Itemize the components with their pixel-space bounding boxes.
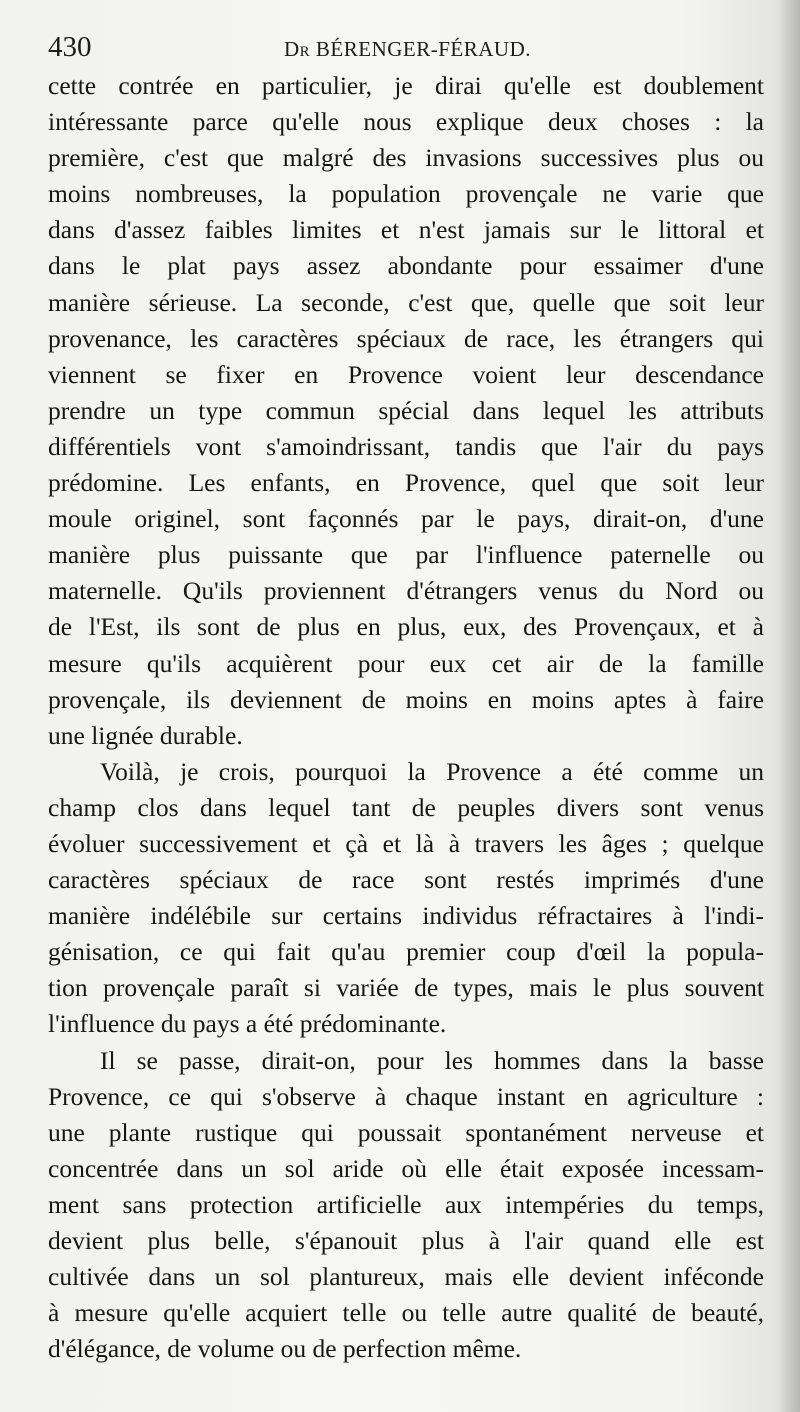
text-line: ment sans protection artificielle aux intempéries du temps, <box>48 1189 764 1219</box>
text-line: caractères spéciaux de race sont restés imprimés d'une <box>48 865 764 895</box>
paragraph <box>48 1043 764 1368</box>
text-line: tion provençale paraît si variée de types, mais le plus souvent <box>48 973 764 1003</box>
text-line: Provence, ce qui s'observe à chaque instant en agriculture : <box>48 1081 764 1111</box>
text-line: l'influence du pays a été prédominante. <box>48 1009 447 1039</box>
text-line: maternelle. Qu'ils proviennent d'étrangers venus du Nord ou <box>48 576 764 606</box>
text-line: prédomine. Les enfants, en Provence, quel que soit leur <box>48 468 764 498</box>
text-line: intéressante parce qu'elle nous explique deux choses : la <box>48 107 764 137</box>
body-text <box>48 68 764 1367</box>
paragraph <box>48 754 764 1043</box>
text-line: Il se passe, dirait-on, pour les hommes dans la basse <box>100 1045 764 1075</box>
text-line: différentiels vont s'amoindrissant, tandis que l'air du pays <box>48 431 764 461</box>
text-line: Voilà, je crois, pourquoi la Provence a été comme un <box>100 756 764 786</box>
text-line: cultivée dans un sol plantureux, mais elle devient inféconde <box>48 1262 764 1292</box>
text-line: une plante rustique qui poussait spontanément nerveuse et <box>48 1117 764 1147</box>
text-line: dans d'assez faibles limites et n'est jamais sur le littoral et <box>48 215 764 245</box>
page-number: 430 <box>48 31 92 63</box>
text-line: viennent se fixer en Provence voient leur descendance <box>48 359 764 389</box>
text-line: évoluer successivement et çà et là à travers les âges ; quelque <box>48 828 764 858</box>
text-line: concentrée dans un sol aride où elle était exposée incessam- <box>48 1153 764 1183</box>
text-line: d'élégance, de volume ou de perfection même. <box>48 1334 522 1364</box>
text-line: devient plus belle, s'épanouit plus à l'air quand elle est <box>48 1226 764 1255</box>
text-line: première, c'est que malgré des invasions successives plus ou <box>48 143 764 173</box>
text-line: manière indélébile sur certains individus réfractaires à l'indi- <box>48 901 764 931</box>
text-line: manière sérieuse. La seconde, c'est que, quelle que soit leur <box>48 287 764 317</box>
text-line: provenance, les caractères spéciaux de race, les étrangers qui <box>48 323 764 353</box>
text-line: champ clos dans lequel tant de peuples divers sont venus <box>48 792 764 822</box>
text-line: à mesure qu'elle acquiert telle ou telle autre qualité de beauté, <box>48 1298 764 1328</box>
text-line: manière plus puissante que par l'influence paternelle ou <box>48 540 764 570</box>
text-line: dans le plat pays assez abondante pour essaimer d'une <box>48 251 764 281</box>
text-line: génisation, ce qui fait qu'au premier coup d'œil la popula- <box>48 937 764 967</box>
text-line: moule originel, sont façonnés par le pays, dirait-on, d'une <box>48 504 764 534</box>
text-line: provençale, ils deviennent de moins en moins aptes à faire <box>48 684 764 714</box>
running-head <box>48 30 760 70</box>
running-title: Dr BÉRENGER-FÉRAUD. <box>284 37 532 61</box>
text-line: une lignée durable. <box>48 720 243 750</box>
paragraph <box>48 68 764 754</box>
text-line: mesure qu'ils acquièrent pour eux cet air de la famille <box>48 648 764 678</box>
text-line: cette contrée en particulier, je dirai qu'elle est doublement <box>48 71 764 100</box>
text-line: prendre un type commun spécial dans lequel les attributs <box>48 395 764 425</box>
text-line: de l'Est, ils sont de plus en plus, eux, des Provençaux, et à <box>48 612 764 642</box>
text-line: moins nombreuses, la population provençale ne varie que <box>48 179 764 209</box>
